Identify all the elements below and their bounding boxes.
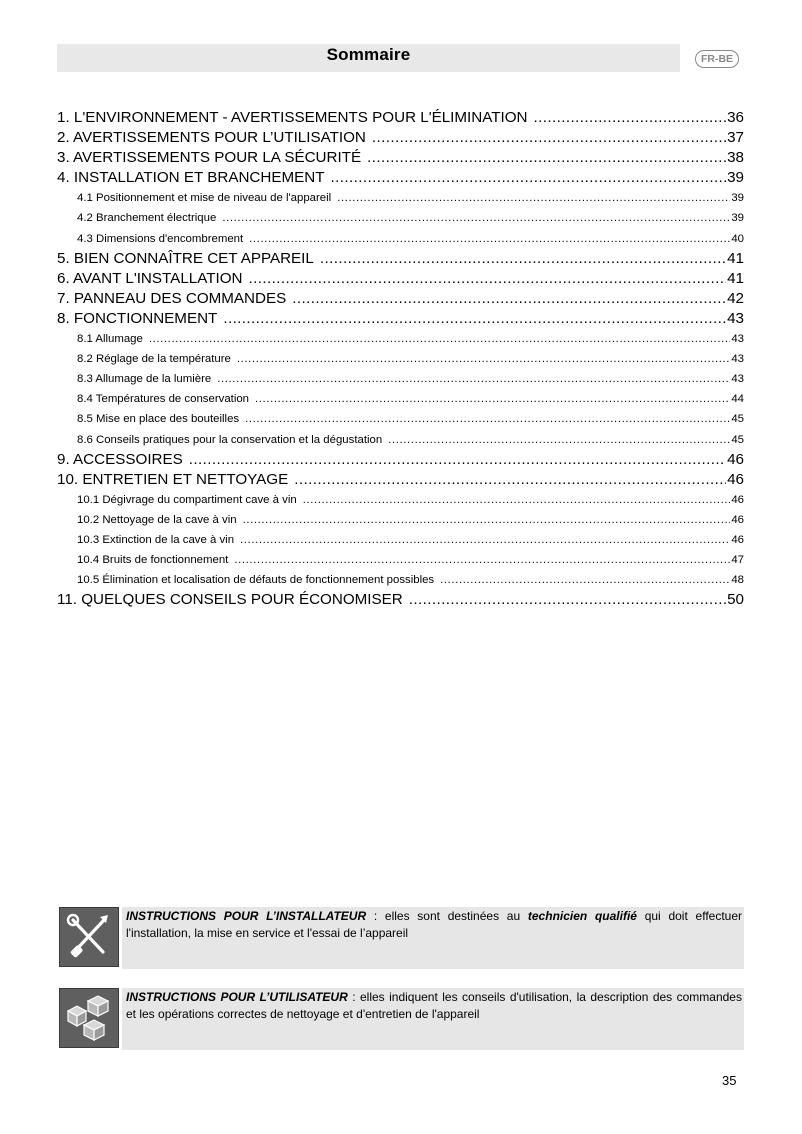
toc-subsection-entry — [57, 229, 744, 249]
toc-leader-dots — [189, 450, 726, 470]
toc-section-entry — [57, 249, 744, 269]
toc-leader-dots — [234, 550, 730, 570]
toc-subsection-entry — [57, 430, 744, 450]
toc-entry-label: 6. AVANT L'INSTALLATION — [57, 269, 243, 287]
user-instructions-box — [57, 988, 744, 1050]
toc-leader-dots — [292, 289, 726, 309]
user-heading: INSTRUCTIONS POUR L’UTILISATEUR — [126, 990, 348, 1004]
toc-entry-label: 2. AVERTISSEMENTS POUR L’UTILISATION — [57, 129, 366, 147]
toc-leader-dots — [243, 510, 731, 530]
toc-entry-label: 8.3 Allumage de la lumière — [77, 373, 212, 386]
toc-subsection-entry — [57, 570, 744, 590]
toc-entry-label: 8.2 Réglage de la température — [77, 353, 231, 366]
toc-leader-dots — [240, 530, 730, 550]
toc-leader-dots — [222, 208, 730, 228]
tools-icon — [59, 907, 119, 967]
toc-leader-dots — [409, 590, 726, 610]
toc-entry-label: 8.6 Conseils pratiques pour la conservation et la dégustation — [77, 433, 383, 446]
toc-entry-page: 46 — [727, 470, 744, 488]
toc-subsection-entry — [57, 329, 744, 349]
toc-entry-label: 10.5 Élimination et localisation de défauts de fonctionnement possibles — [77, 574, 435, 587]
toc-entry-label: 8.4 Températures de conservation — [77, 393, 250, 406]
toc-entry-page: 45 — [731, 413, 744, 426]
toc-subsection-entry — [57, 530, 744, 550]
toc-entry-page: 46 — [731, 533, 744, 546]
toc-subsection-entry — [57, 389, 744, 409]
toc-entry-label: 5. BIEN CONNAÎTRE CET APPAREIL — [57, 249, 314, 267]
toc-entry-page: 48 — [731, 574, 744, 587]
toc-leader-dots — [223, 309, 726, 329]
cubes-icon — [59, 988, 119, 1048]
toc-leader-dots — [255, 389, 730, 409]
toc-subsection-entry — [57, 510, 744, 530]
toc-entry-label: 1. L'ENVIRONNEMENT - AVERTISSEMENTS POUR L'ÉLIMINATION — [57, 109, 528, 126]
toc-entry-label: 3. AVERTISSEMENTS POUR LA SÉCURITÉ — [57, 149, 362, 167]
toc-entry-page: 42 — [727, 289, 744, 307]
toc-entry-page: 36 — [727, 109, 744, 126]
toc-leader-dots — [149, 329, 730, 349]
toc-entry-label: 10.4 Bruits de fonctionnement — [77, 554, 229, 567]
toc-entry-label: 4.1 Positionnement et mise de niveau de l'appareil — [77, 192, 332, 205]
page-number: 35 — [722, 1073, 737, 1088]
installer-text-before: : elles sont destinées au — [366, 909, 528, 923]
toc-entry-page: 41 — [727, 249, 744, 267]
toc-entry-page: 37 — [727, 129, 744, 147]
toc-entry-label: 4.2 Branchement électrique — [77, 212, 217, 225]
toc-entry-label: 10.2 Nettoyage de la cave à vin — [77, 513, 237, 526]
toc-entry-page: 39 — [731, 192, 744, 205]
toc-leader-dots — [217, 369, 730, 389]
toc-subsection-entry — [57, 208, 744, 228]
toc-leader-dots — [440, 570, 730, 590]
toc-leader-dots — [372, 128, 726, 148]
installer-heading: INSTRUCTIONS POUR L’INSTALLATEUR — [126, 909, 367, 923]
language-badge: FR-BE — [695, 50, 739, 68]
toc-entry-page: 41 — [727, 269, 744, 287]
toc-entry-page: 39 — [731, 212, 744, 225]
toc-entry-label: 8. FONCTIONNEMENT — [57, 309, 218, 327]
toc-section-entry — [57, 470, 744, 490]
toc-entry-label: 9. ACCESSOIRES — [57, 450, 183, 468]
toc-subsection-entry — [57, 409, 744, 429]
toc-entry-page: 46 — [731, 493, 744, 506]
toc-entry-label: 7. PANNEAU DES COMMANDES — [57, 289, 287, 307]
toc-entry-page: 43 — [731, 333, 744, 346]
toc-leader-dots — [320, 249, 726, 269]
installer-instructions-text — [122, 907, 744, 969]
toc-entry-label: 10.1 Dégivrage du compartiment cave à vin — [77, 493, 297, 506]
toc-section-entry — [57, 128, 744, 148]
toc-leader-dots — [249, 229, 730, 249]
toc-section-entry — [57, 269, 744, 289]
toc-leader-dots — [303, 490, 731, 510]
installer-emphasis: technicien qualifié — [527, 909, 637, 923]
toc-section-entry — [57, 148, 744, 168]
toc-leader-dots — [249, 269, 727, 289]
toc-entry-page: 43 — [727, 309, 744, 327]
toc-entry-label: 4.3 Dimensions d'encombrement — [77, 232, 244, 245]
toc-leader-dots — [245, 409, 730, 429]
toc-leader-dots — [237, 349, 730, 369]
toc-entry-page: 47 — [731, 554, 744, 567]
toc-subsection-entry — [57, 349, 744, 369]
toc-entry-label: 10.3 Extinction de la cave à vin — [77, 533, 235, 546]
toc-entry-page: 50 — [727, 591, 744, 609]
toc-leader-dots — [337, 188, 730, 208]
toc-entry-label: 4. INSTALLATION ET BRANCHEMENT — [57, 169, 325, 187]
toc-entry-page: 46 — [727, 450, 744, 468]
toc-section-entry — [57, 590, 744, 610]
installer-instructions-box — [57, 907, 744, 969]
toc-leader-dots — [294, 470, 726, 490]
toc-section-entry — [57, 450, 744, 470]
toc-entry-page: 39 — [727, 169, 744, 187]
toc-entry-page: 40 — [731, 232, 744, 245]
toc-leader-dots — [331, 168, 727, 188]
toc-entry-page: 43 — [731, 373, 744, 386]
installer-text-after: qui doit effectuer l'installation, la mise en service et l'essai de l’appareil — [126, 909, 743, 940]
toc-subsection-entry — [57, 188, 744, 208]
toc-leader-dots — [367, 148, 726, 168]
toc-subsection-entry — [57, 550, 744, 570]
toc-section-entry — [57, 108, 744, 128]
toc-section-entry — [57, 289, 744, 309]
toc-leader-dots — [534, 108, 727, 128]
toc-leader-dots — [388, 430, 730, 450]
toc-section-entry — [57, 309, 744, 329]
toc-entry-label: 10. ENTRETIEN ET NETTOYAGE — [57, 470, 289, 488]
toc-entry-page: 38 — [727, 149, 744, 167]
table-of-contents — [57, 108, 744, 610]
user-instructions-text — [122, 988, 744, 1050]
toc-entry-page: 44 — [731, 393, 744, 406]
page-title: Sommaire — [326, 45, 411, 64]
toc-section-entry — [57, 168, 744, 188]
toc-entry-page: 45 — [731, 433, 744, 446]
toc-entry-page: 46 — [731, 513, 744, 526]
toc-entry-label: 8.5 Mise en place des bouteilles — [77, 413, 240, 426]
toc-entry-page: 43 — [731, 353, 744, 366]
toc-entry-label: 11. QUELQUES CONSEILS POUR ÉCONOMISER — [57, 591, 403, 609]
toc-subsection-entry — [57, 369, 744, 389]
user-text: : elles indiquent les conseils d'utilisation, la description des commandes et les opérations correctes de nettoyage et d'entretien de l'appareil — [126, 990, 742, 1021]
toc-entry-label: 8.1 Allumage — [77, 333, 143, 346]
toc-subsection-entry — [57, 490, 744, 510]
title-bar — [57, 44, 680, 72]
